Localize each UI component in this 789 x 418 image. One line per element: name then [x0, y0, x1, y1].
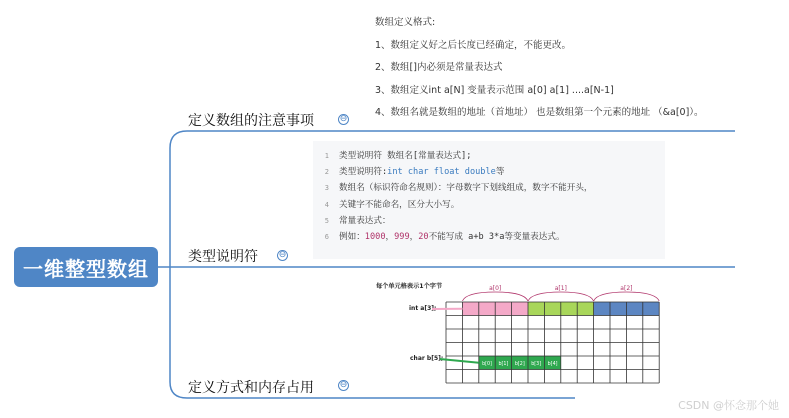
collapse-icon[interactable]: ⊖: [339, 114, 348, 124]
segment-brace: [594, 292, 660, 301]
segment-label: a[0]: [489, 285, 502, 292]
note-item: 4、数组名就是数组的地址（首地址） 也是数组第一个元素的地址 （&a[0]）。: [375, 107, 704, 118]
note-item: 3、数组定义int a[N] 变量表示范围 a[0] a[1] ....a[N-1]: [375, 84, 614, 96]
collapse-icon[interactable]: ⊖: [339, 380, 348, 390]
int-byte-cell: [643, 302, 659, 316]
int-byte-cell: [495, 302, 511, 316]
segment-label: a[1]: [554, 285, 567, 292]
int-byte-cell: [528, 302, 544, 316]
code-token: 20: [418, 232, 429, 243]
line-number: 6: [324, 233, 329, 242]
line-number: 2: [324, 168, 329, 177]
branch-notes-label[interactable]: 定义数组的注意事项: [188, 113, 314, 129]
code-token: 不能写成 a+b 3*a等变量表达式。: [428, 232, 565, 243]
segment-label: a[2]: [620, 285, 633, 292]
collapse-icon[interactable]: ⊖: [278, 250, 287, 260]
code-token: 关键字不能命名，区分大小写。: [339, 199, 460, 210]
segment-brace: [528, 292, 594, 301]
int-byte-cell: [626, 302, 642, 316]
char-array-label: char b[5];: [410, 355, 444, 362]
char-cell-label: b[2]: [514, 361, 525, 367]
char-cell-label: b[0]: [482, 361, 492, 367]
int-array-label: int a[3];: [409, 305, 437, 312]
int-byte-cell: [594, 302, 610, 316]
line-number: 5: [324, 216, 329, 225]
code-token: int char float double: [387, 167, 496, 178]
line-number: 4: [324, 200, 329, 209]
code-token: 1000: [364, 232, 386, 243]
int-byte-cell: [479, 302, 495, 316]
char-cell-label: b[3]: [531, 361, 542, 367]
int-byte-cell: [577, 302, 593, 316]
code-token: 类型说明符:: [339, 167, 388, 178]
line-number: 1: [324, 152, 329, 160]
code-token: 类型说明符 数组名[常量表达式];: [339, 151, 472, 161]
line-number: 3: [324, 184, 329, 193]
code-token: 999: [394, 232, 410, 243]
code-token: 数组名（标识符命名规则）：字母数字下划线组成，数字不能开头，: [339, 183, 593, 194]
watermark: CSDN @怀念那个她: [678, 399, 779, 412]
note-item: 1、数组定义好之后长度已经确定，不能更改。: [375, 39, 572, 51]
memory-caption: 每个单元格表示1个字节: [376, 283, 443, 290]
code-token: 常量表达式：: [339, 215, 391, 226]
code-token: ，: [385, 232, 395, 243]
code-token: 等: [495, 167, 505, 178]
char-cell-label: b[4]: [547, 361, 558, 367]
branch-definition-memory-label[interactable]: 定义方式和内存占用: [188, 380, 314, 396]
segment-brace: [462, 292, 528, 301]
branch-type-specifier-label[interactable]: 类型说明符: [188, 249, 258, 265]
char-cell-label: b[1]: [498, 361, 509, 367]
int-byte-cell: [561, 302, 577, 316]
code-token: ，: [409, 232, 419, 243]
note-item: 2、数组[]内必须是常量表达式: [375, 62, 503, 73]
int-byte-cell: [610, 302, 626, 316]
notes-title: 数组定义格式:: [375, 17, 436, 28]
int-byte-cell: [544, 302, 560, 316]
int-byte-cell: [512, 302, 528, 316]
int-byte-cell: [462, 302, 478, 316]
root-node[interactable]: 一维整型数组: [14, 247, 158, 287]
code-token: 例如：: [339, 232, 365, 243]
